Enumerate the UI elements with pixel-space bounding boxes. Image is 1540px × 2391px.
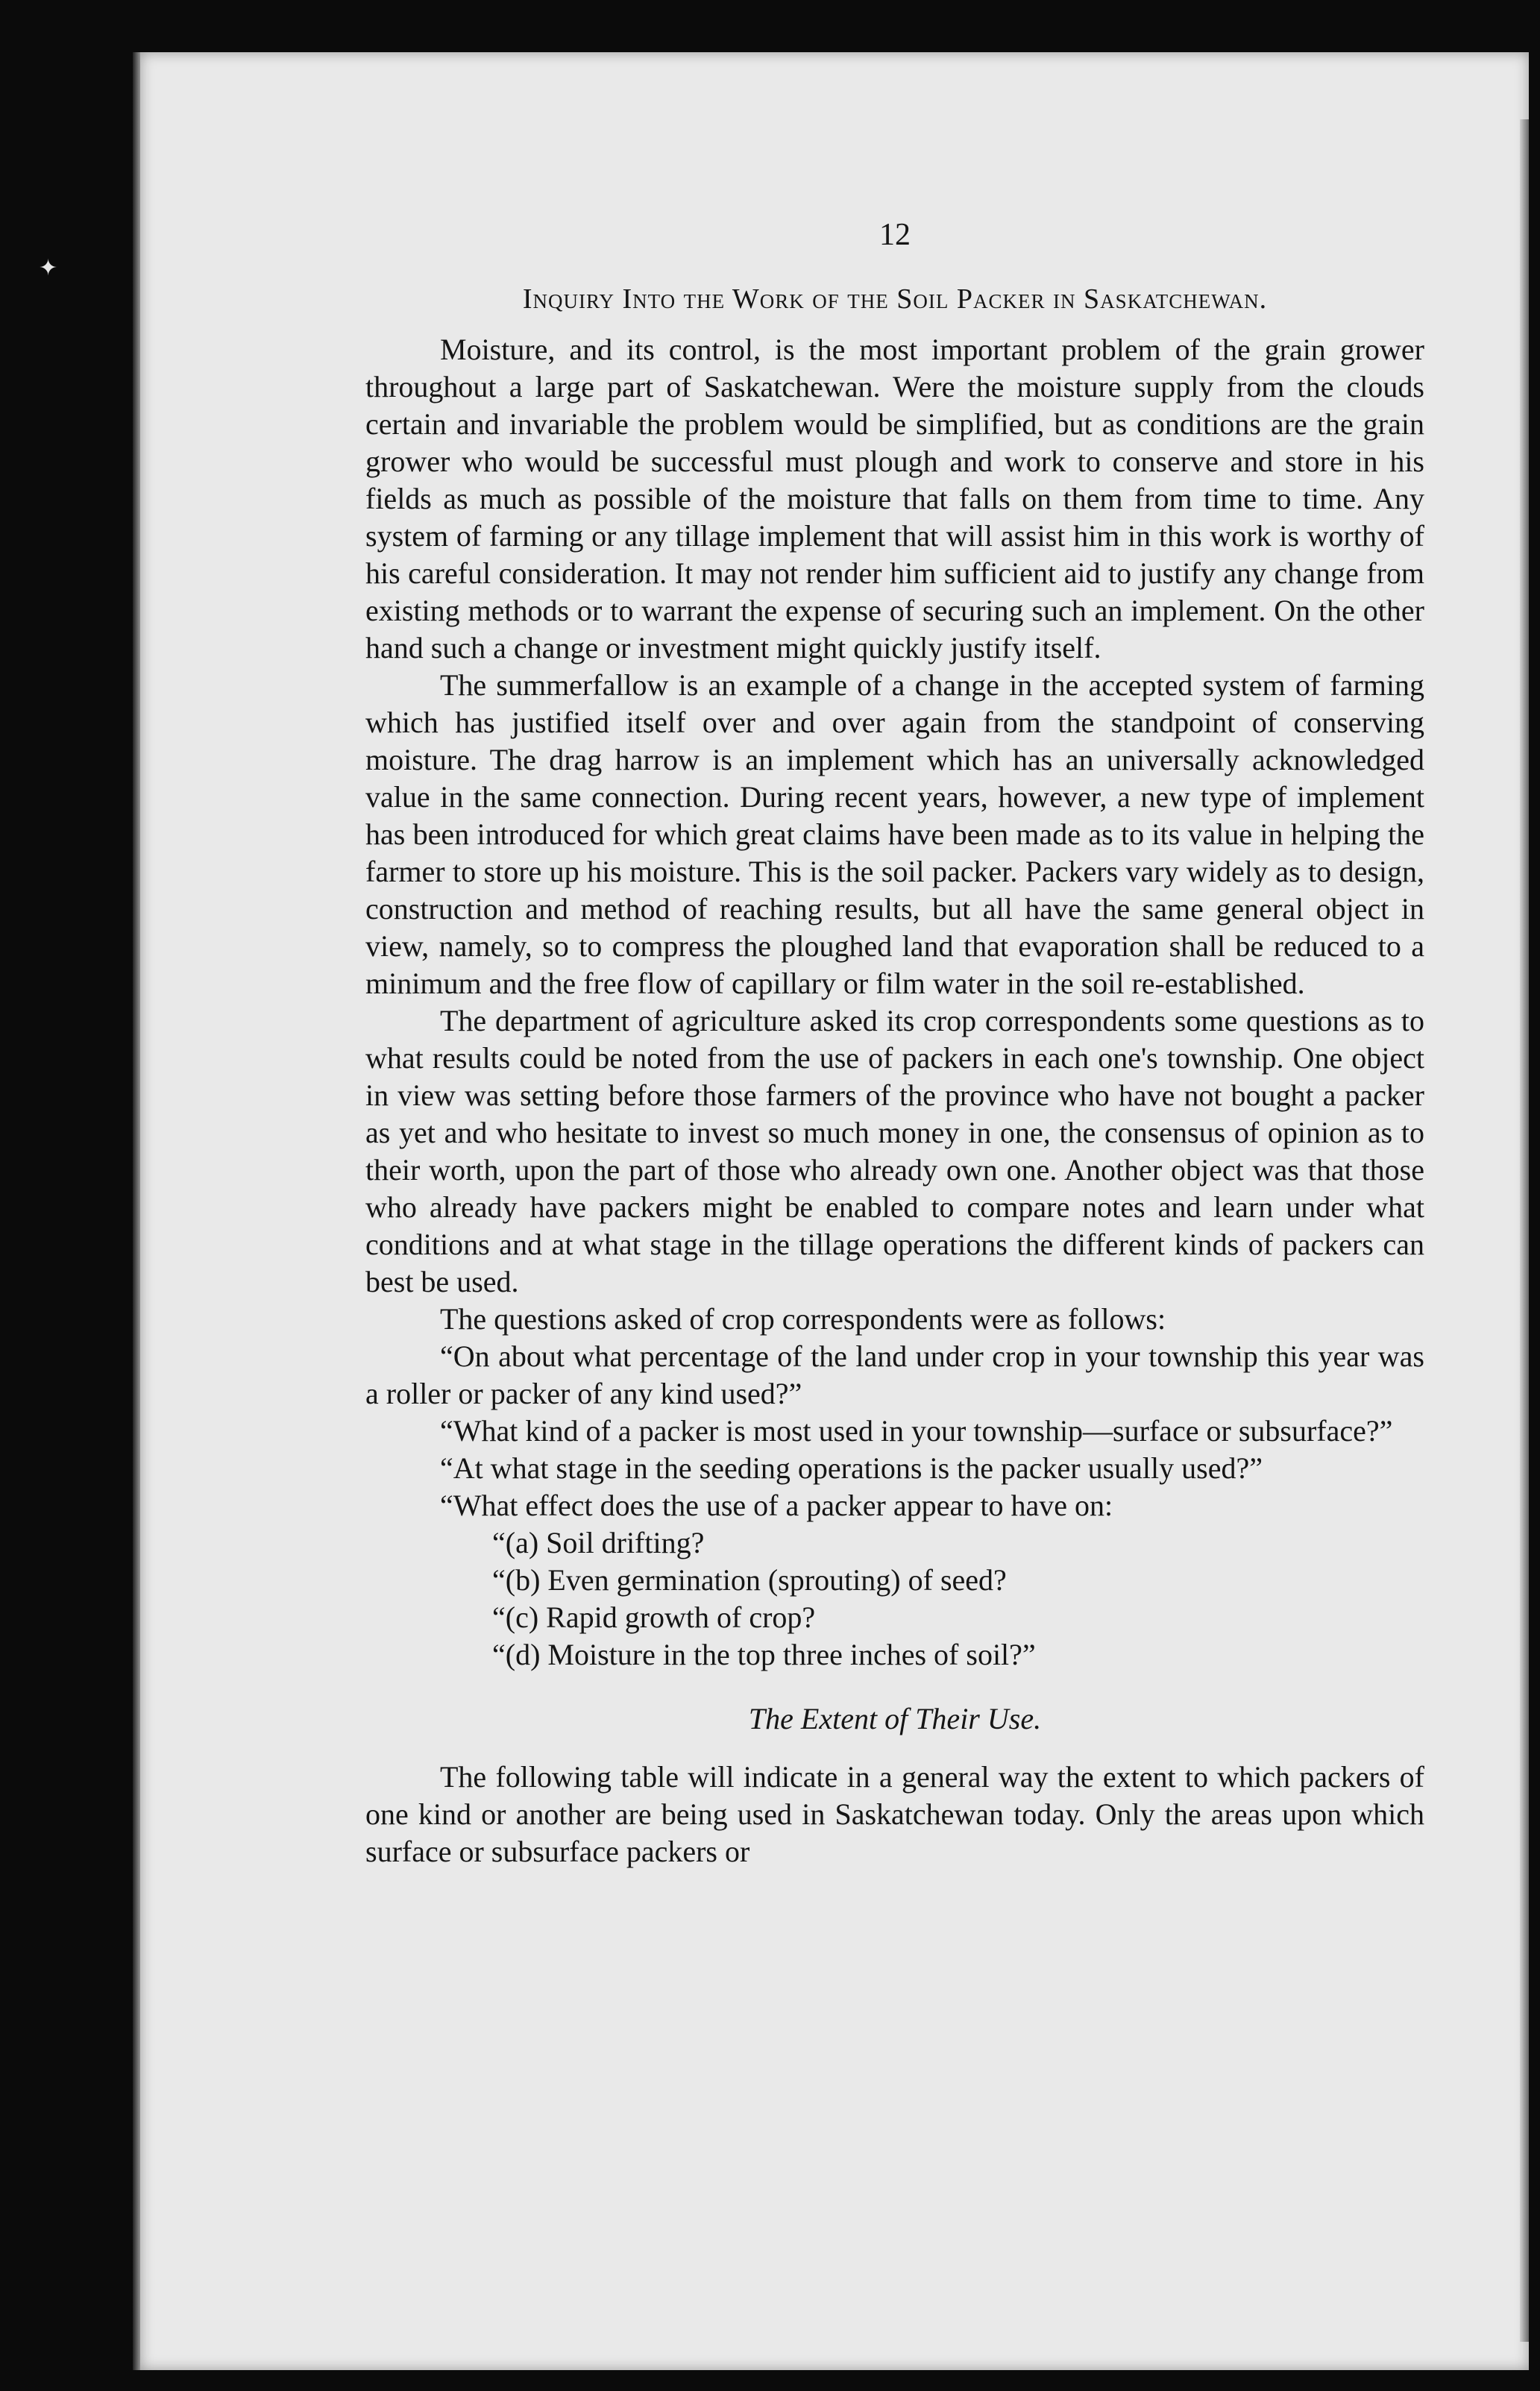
question-effect: “What effect does the use of a packer appear to have on: xyxy=(440,1489,1113,1522)
scan-artifact-mark: ✦ xyxy=(39,256,58,280)
paragraph-questions-intro: The questions asked of crop correspondents were as follows: xyxy=(440,1302,1166,1336)
question-packer-kind: “What kind of a packer is most used in your township—surface or subsurface?” xyxy=(440,1414,1393,1448)
sub-question-a: “(a) Soil drifting? xyxy=(492,1526,705,1559)
question-percentage: “On about what percentage of the land under crop in your township this year was a roller or packer of any kind used?” xyxy=(365,1339,1424,1410)
sub-question-c: “(c) Rapid growth of crop? xyxy=(492,1600,816,1634)
paragraph-summerfallow: The summerfallow is an example of a change in the accepted system of farming which has justified itself over and over again from the standpoint of conserving moisture. The drag harrow is an implement which has an universally acknowledged value in the same connection. During recent years, however, a new type of implement has been introduced for which great claims have been made as to its value in helping the farmer to store up his moisture. This is the soil packer. Packers vary widely as to design, construction and method of reaching results, but all have the same general object in view, namely, so to compress the ploughed land that evaporation shall be reduced to a minimum and the free flow of capillary or film water in the soil re-established. xyxy=(365,668,1424,1000)
sub-question-d: “(d) Moisture in the top three inches of soil?” xyxy=(492,1638,1036,1671)
paragraph-closing: The following table will indicate in a general way the extent to which packers of one kind or another are being used in Saskatchewan today. Only the areas upon which surface or subsurface packers or xyxy=(365,1760,1424,1868)
section-heading: The Extent of Their Use. xyxy=(748,1702,1042,1735)
paragraph-moisture: Moisture, and its control, is the most important problem of the grain grower throughout a large part of Saskatchewan. Were the moisture supply from the clouds certain and invariable the problem would be simplified, but as conditions are the grain grower who would be successful must plough and work to conserve and store in his fields as much as possible of the moisture that falls on them from time to time. Any system of farming or any tillage implement that will assist him in this work is worthy of his careful consideration. It may not render him sufficient aid to justify any change from existing methods or to warrant the expense of securing such an implement. On the other hand such a change or investment might quickly justify itself. xyxy=(365,333,1424,664)
running-head: Inquiry Into the Work of the Soil Packer in Saskatchewan. xyxy=(522,283,1268,315)
paragraph-department: The department of agriculture asked its crop correspondents some questions as to what results could be noted from the use of packers in each one's township. One object in view was setting before those farmers of the province who have not bought a packer as yet and who hesitate to invest so much money in one, the consensus of opinion as to their worth, upon the part of those who already own one. Another object was that those who already have packers might be enabled to compare notes and learn under what conditions and at what stage in the tillage operations the different kinds of packers can best be used. xyxy=(365,1004,1424,1298)
sub-question-b: “(b) Even germination (sprouting) of seed? xyxy=(492,1563,1007,1597)
question-seeding-stage: “At what stage in the seeding operations is the packer usually used?” xyxy=(440,1451,1263,1485)
page-right-edge xyxy=(1520,119,1529,2342)
page-text xyxy=(365,216,1424,1870)
page-number: 12 xyxy=(879,218,911,252)
